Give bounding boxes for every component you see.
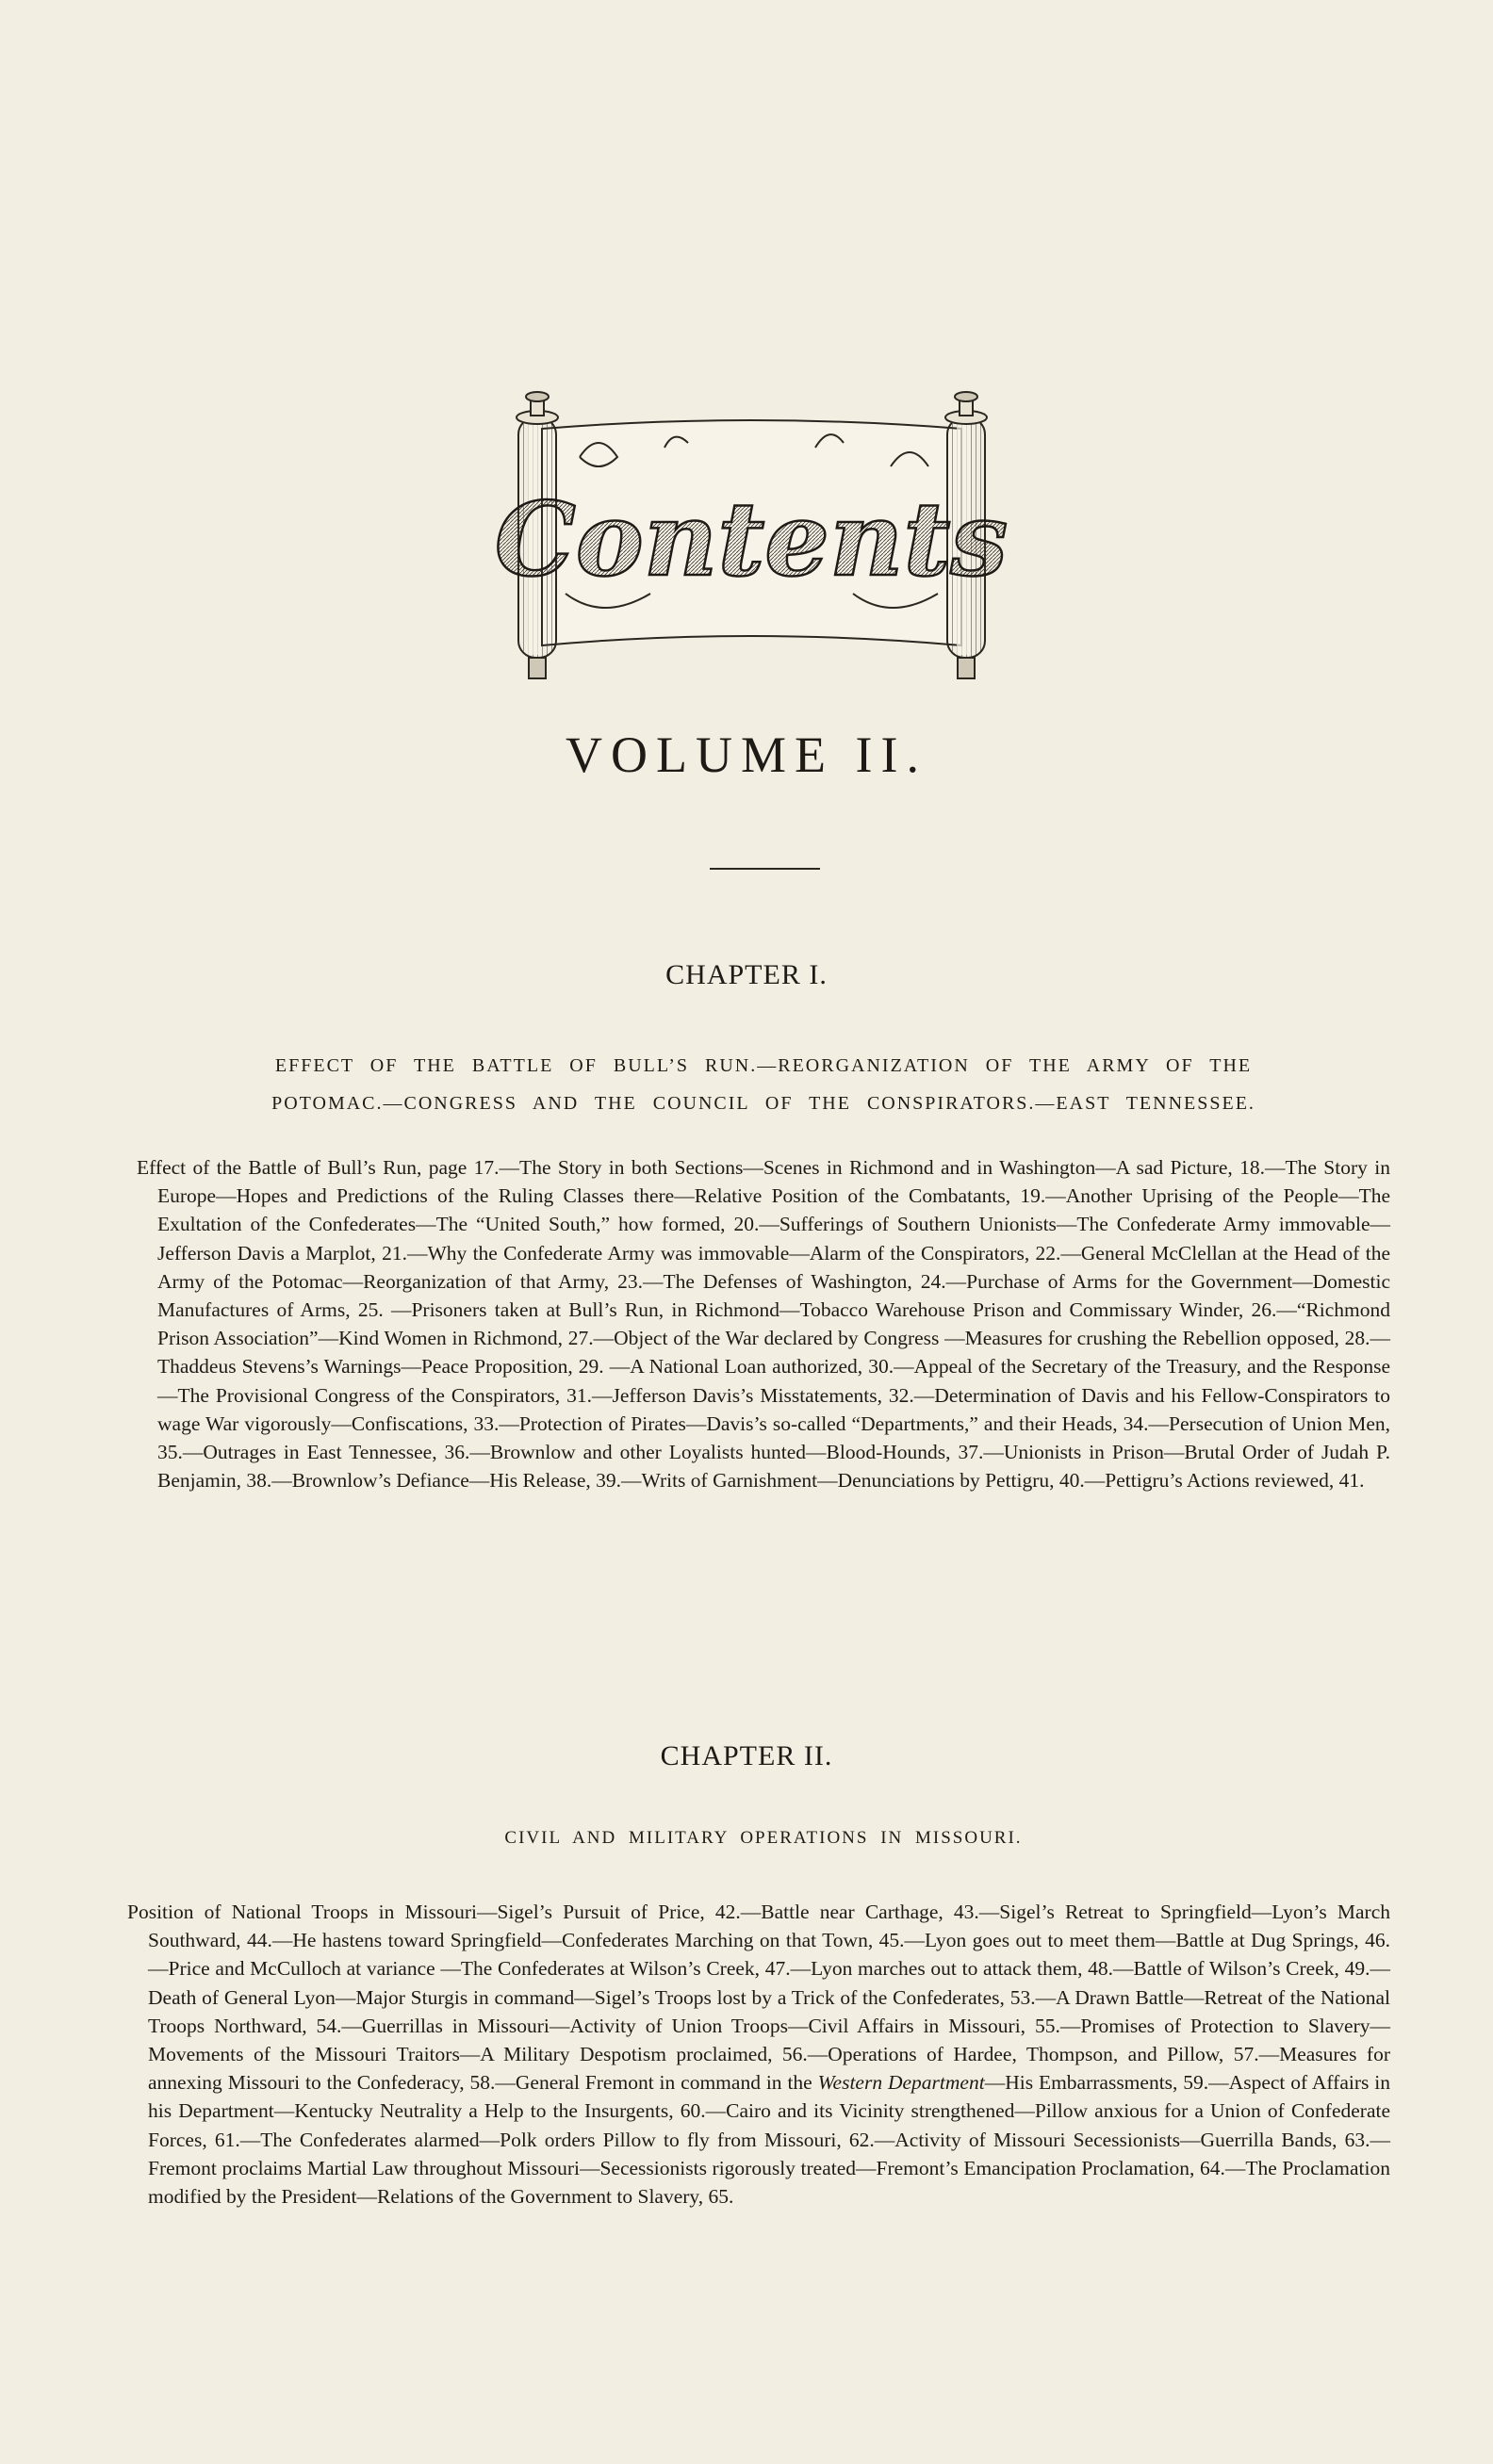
- chapter-1-subject-line-1: EFFECT OF THE BATTLE OF BULL’S RUN.—REORGANIZATION OF THE ARMY OF THE: [274, 1055, 1253, 1076]
- svg-text:Contents: Contents: [494, 481, 1009, 599]
- chapter-1-subject-line-2: POTOMAC.—CONGRESS AND THE COUNCIL OF THE CONSPIRATORS.—EAST TENNESSEE.: [271, 1093, 1255, 1114]
- chapter-1-heading: CHAPTER I.: [665, 959, 828, 990]
- chapter-2-subject: [132, 1819, 1395, 1857]
- chapter-2-synopsis-part-2: —His Embarrassments, 59.—Aspect of Affairs in his Department—Kentucky Neutrality a Help to the Insurgents, 60.—Cairo and its Vicinity strengthened—Pillow anxious for a Union of Confederate Forces, 61.—The Confederates alarmed—Polk orders Pillow to fly from Missouri, 62.—Activity of Missouri Secessionists—Guerrilla Bands, 63.—Fremont proclaims Martial Law throughout Missouri—Secessionists rigorously treated—Fremont’s Emancipation Proclamation, 64.—The Proclamation modified by the President—Relations of the Government to Slavery, 65.: [148, 2071, 1390, 2209]
- title-divider: [710, 868, 820, 870]
- chapter-2-heading: CHAPTER II.: [660, 1740, 833, 1771]
- volume-title: VOLUME II.: [566, 726, 927, 783]
- chapter-2-subject-line-1: CIVIL AND MILITARY OPERATIONS IN MISSOURI.: [504, 1828, 1023, 1848]
- chapter-2-synopsis-part-1: Position of National Troops in Missouri—Sigel’s Pursuit of Price, 42.—Battle near Carthage, 43.—Sigel’s Retreat to Springfield—Lyon’s March Southward, 44.—He hastens toward Springfield—Confederates Marching on that Town, 45.—Lyon goes out to meet them—Battle at Dug Springs, 46.—Price and McCulloch at variance —The Confederates at Wilson’s Creek, 47.—Lyon marches out to attack them, 48.—Battle of Wilson’s Creek, 49.—Death of General Lyon—Major Sturgis in command—Sigel’s Troops lost by a Trick of the Confederates, 53.—A Drawn Battle—Retreat of the National Troops Northward, 54.—Guerrillas in Missouri—Activity of Union Troops—Civil Affairs in Missouri, 55.—Promises of Protection to Slavery—Movements of the Missouri Traitors—A Military Despotism proclaimed, 56.—Operations of Hardee, Thompson, and Pillow, 57.—Measures for annexing Missouri to the Confederacy, 58.—General Fremont in command in the: [127, 1901, 1390, 2095]
- scroll-banner-icon: [476, 391, 1027, 683]
- contents-scroll-ornament: [476, 391, 1027, 683]
- chapter-1-synopsis: Effect of the Battle of Bull’s Run, page 17.—The Story in both Sections—Scenes in Richmond and in Washington—A sad Picture, 18.—The Story in Europe—Hopes and Predictions of the Ruling Classes there—Relative Position of the Combatants, 19.—Another Uprising of the People—The Exultation of the Confederates—The “United South,” how formed, 20.—Sufferings of Southern Unionists—The Confederate Army immovable—Jefferson Davis a Marplot, 21.—Why the Confederate Army was immovable—Alarm of the Conspirators, 22.—General McClellan at the Head of the Army of the Potomac—Reorganization of that Army, 23.—The Defenses of Washington, 24.—Purchase of Arms for the Government—Domestic Manufactures of Arms, 25. —Prisoners taken at Bull’s Run, in Richmond—Tobacco Warehouse Prison and Commissary Winder, 26.—“Richmond Prison Association”—Kind Women in Richmond, 27.—Object of the War declared by Congress —Measures for crushing the Rebellion opposed, 28.—Thaddeus Stevens’s Warnings—Peace Proposition, 29. —A National Loan authorized, 30.—Appeal of the Secretary of the Treasury, and the Response—The Provisional Congress of the Conspirators, 31.—Jefferson Davis’s Misstatements, 32.—Determination of Davis and his Fellow-Conspirators to wage War vigorously—Confiscations, 33.—Protection of Pirates—Davis’s so-called “Departments,” and their Heads, 34.—Persecution of Union Men, 35.—Outrages in East Tennessee, 36.—Brownlow and other Loyalists hunted—Blood-Hounds, 37.—Unionists in Prison—Brutal Order of Judah P. Benjamin, 38.—Brownlow’s Defiance—His Release, 39.—Writs of Garnishment—Denunciations by Pettigru, 40.—Pettigru’s Actions reviewed, 41.: [137, 1156, 1390, 1493]
- chapter-2-synopsis: [127, 1898, 1390, 2211]
- chapter-2-synopsis-italic: Western Department: [817, 2071, 985, 2095]
- chapter-1-subject: [132, 1047, 1395, 1122]
